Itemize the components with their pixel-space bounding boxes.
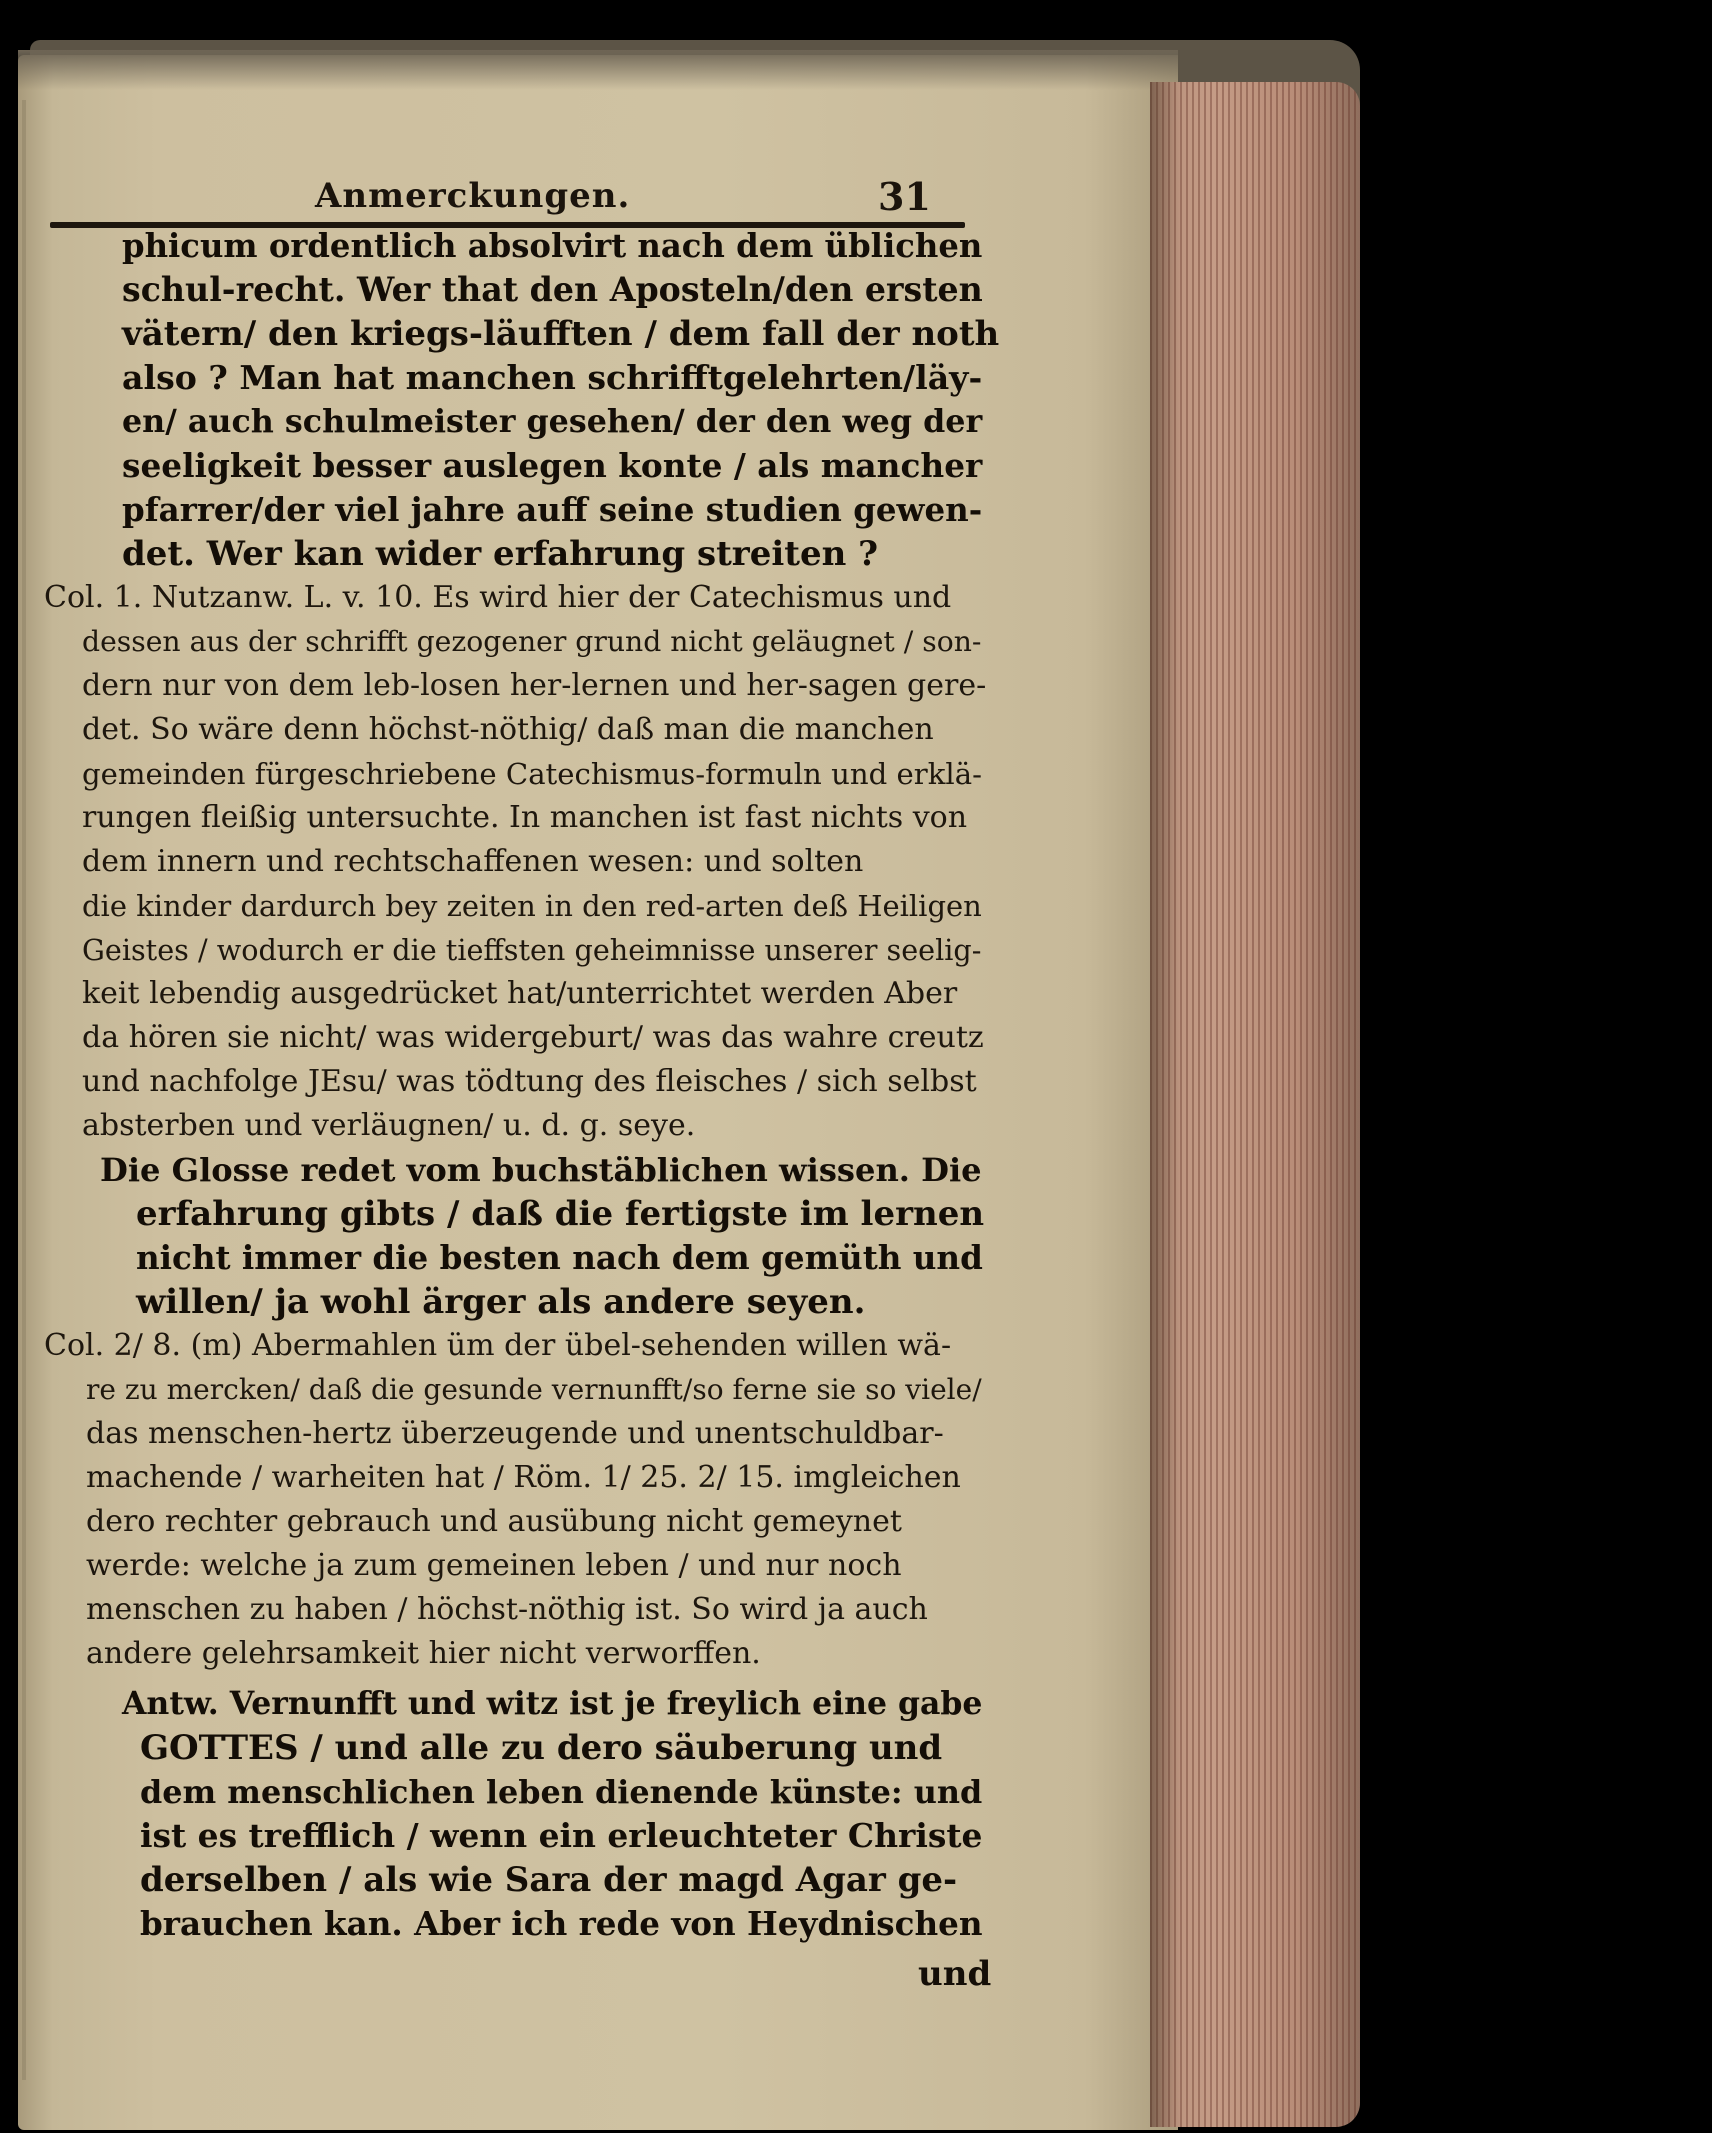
text-line: schul-recht. Wer that den Aposteln/den ersten — [122, 270, 983, 309]
text-line: Col. 1. Nutzanw. L. v. 10. Es wird hier der Catechismus und — [44, 580, 952, 615]
text-line: menschen zu haben / höchst-nöthig ist. So wird ja auch — [86, 1592, 928, 1627]
page-gutter — [22, 100, 26, 2080]
text-line: det. So wäre denn höchst-nöthig/ daß man die manchen — [82, 712, 934, 747]
text-line: phicum ordentlich absolvirt nach dem üblichen — [122, 227, 983, 265]
text-line: en/ auch schulmeister gesehen/ der den weg der — [122, 403, 983, 440]
text-line: andere gelehrsamkeit hier nicht verworffen. — [86, 1636, 761, 1671]
page-top-shadow — [18, 50, 1178, 90]
text-line: keit lebendig ausgedrücket hat/unterrichtet werden Aber — [82, 976, 958, 1011]
text-line: dem innern und rechtschaffenen wesen: und solten — [82, 844, 864, 879]
catchword: und — [918, 1954, 992, 1994]
text-line: Geistes / wodurch er die tieffsten geheimnisse unserer seelig- — [82, 933, 982, 967]
text-line: die kinder dardurch bey zeiten in den red-arten deß Heiligen — [82, 889, 982, 923]
text-line: re zu mercken/ daß die gesunde vernunfft/so ferne sie so viele/ — [86, 1373, 982, 1406]
text-line: nicht immer die besten nach dem gemüth und — [136, 1238, 983, 1277]
text-line: vätern/ den kriegs-läufften / dem fall der noth — [122, 314, 1000, 354]
text-line: also ? Man hat manchen schrifftgelehrten/läy- — [122, 358, 983, 397]
text-line: dessen aus der schrifft gezogener grund nicht geläugnet / son- — [82, 625, 982, 658]
text-line: pfarrer/der viel jahre auff seine studien gewen- — [122, 491, 983, 529]
running-head: Anmerckungen. — [315, 176, 631, 216]
text-line: Col. 2/ 8. (m) Abermahlen üm der übel-sehenden willen wä- — [44, 1328, 952, 1363]
text-line: absterben und verläugnen/ u. d. g. seye. — [82, 1108, 696, 1143]
text-line: rungen fleißig untersuchte. In manchen ist fast nichts von — [82, 800, 968, 835]
page-number: 31 — [878, 174, 931, 219]
text-line: ist es trefflich / wenn ein erleuchteter Christe — [140, 1816, 983, 1855]
text-line: werde: welche ja zum gemeinen leben / und nur noch — [86, 1548, 902, 1583]
text-line: machende / warheiten hat / Röm. 1/ 25. 2/ 15. imgleichen — [86, 1460, 961, 1495]
page-edges — [1150, 82, 1360, 2127]
text-line: GOTTES / und alle zu dero säuberung und — [140, 1728, 943, 1768]
text-line: det. Wer kan wider erfahrung streiten ? — [122, 534, 879, 574]
text-line: und nachfolge JEsu/ was tödtung des fleisches / sich selbst — [82, 1064, 977, 1099]
text-line: Die Glosse redet vom buchstäblichen wissen. Die — [100, 1151, 982, 1189]
text-line: seeligkeit besser auslegen konte / als mancher — [122, 446, 983, 485]
text-line: gemeinden fürgeschriebene Catechismus-formuln und erklä- — [82, 757, 982, 791]
text-line: dern nur von dem leb-losen her-lernen und her-sagen gere- — [82, 668, 987, 703]
text-line: brauchen kan. Aber ich rede von Heydnischen — [140, 1904, 983, 1943]
text-line: dem menschlichen leben dienende künste: und — [140, 1773, 983, 1811]
page-edges-shade — [1150, 82, 1180, 2127]
text-line: erfahrung gibts / daß die fertigste im lernen — [136, 1194, 985, 1234]
text-line: dero rechter gebrauch und ausübung nicht gemeynet — [86, 1504, 902, 1539]
text-line: das menschen-hertz überzeugende und unentschuldbar- — [86, 1416, 944, 1451]
text-line: willen/ ja wohl ärger als andere seyen. — [136, 1282, 866, 1322]
text-line: derselben / als wie Sara der magd Agar ge- — [140, 1860, 958, 1900]
text-line: Antw. Vernunfft und witz ist je freylich eine gabe — [122, 1685, 983, 1722]
text-line: da hören sie nicht/ was widergeburt/ was das wahre creutz — [82, 1020, 984, 1055]
